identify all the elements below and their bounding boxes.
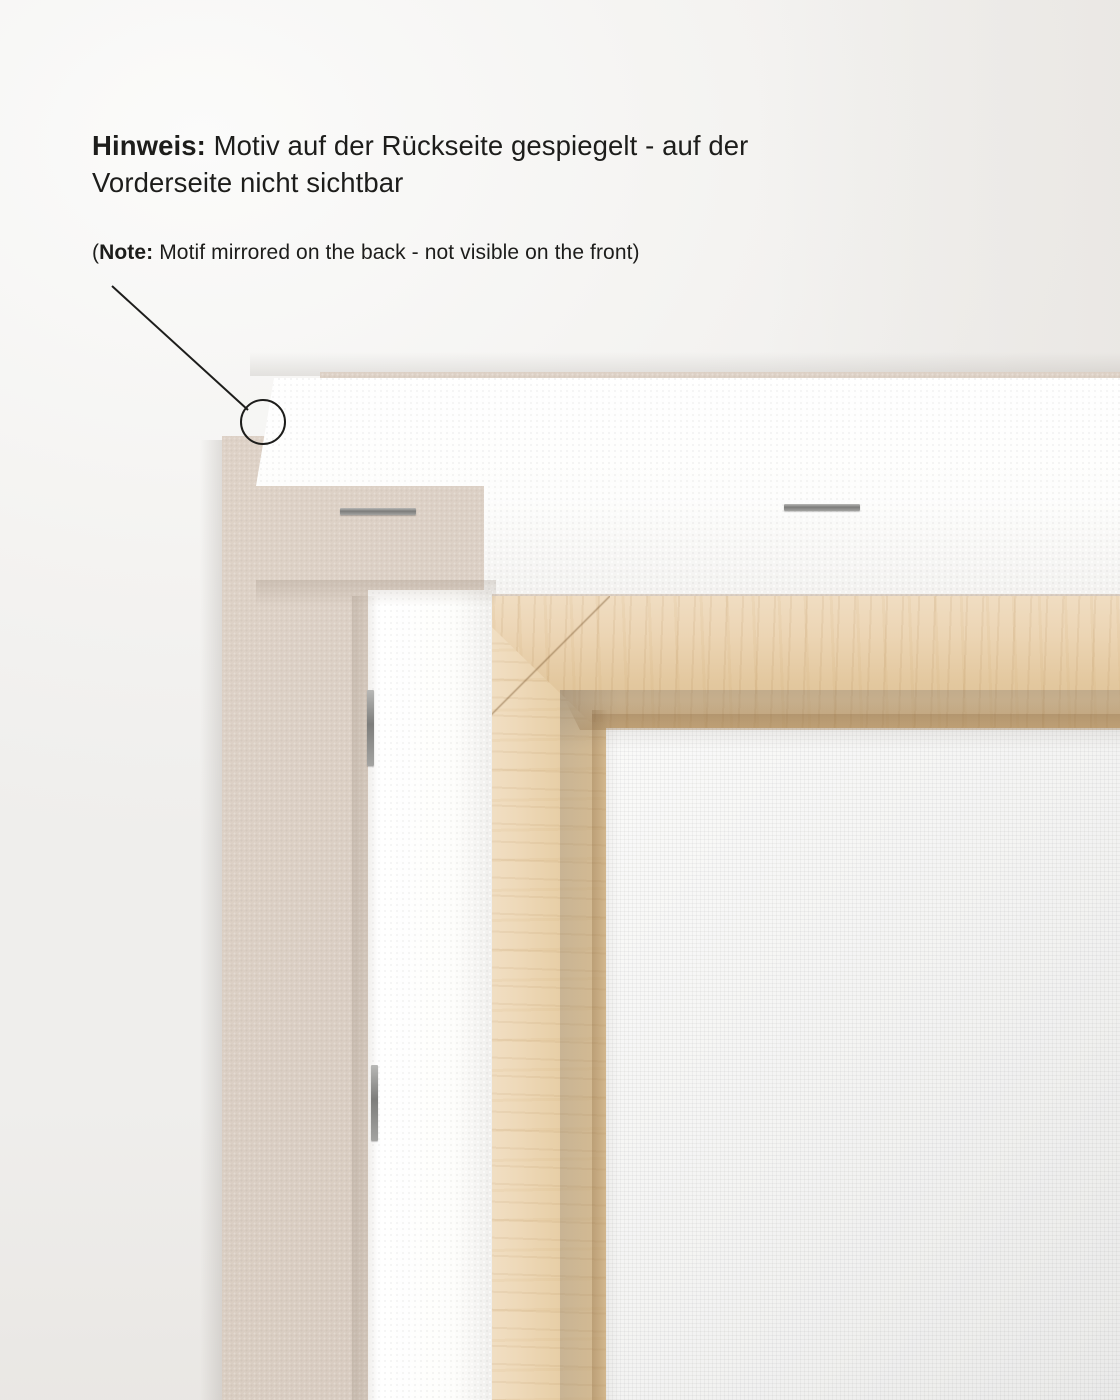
staple-left-2 — [371, 1065, 378, 1141]
annotation-german-text: Motiv auf der Rückseite gespiegelt - auf der Vorderseite nicht sichtbar — [92, 130, 749, 198]
annotation-text-block — [92, 128, 892, 267]
canvas-fold-left-shadow — [352, 596, 378, 1400]
annotation-german-label: Hinweis: — [92, 130, 206, 161]
annotation-english-open: ( — [92, 241, 100, 265]
staple-top-1 — [340, 508, 416, 515]
annotation-english-label: Note: — [99, 241, 154, 265]
annotation-german — [92, 128, 892, 201]
inner-canvas-shadow — [560, 690, 1120, 1400]
staple-left-1 — [367, 690, 374, 766]
annotation-english-text: Motif mirrored on the back - not visible on the front) — [153, 241, 640, 265]
annotation-english — [92, 239, 892, 267]
staple-top-2 — [784, 504, 860, 511]
